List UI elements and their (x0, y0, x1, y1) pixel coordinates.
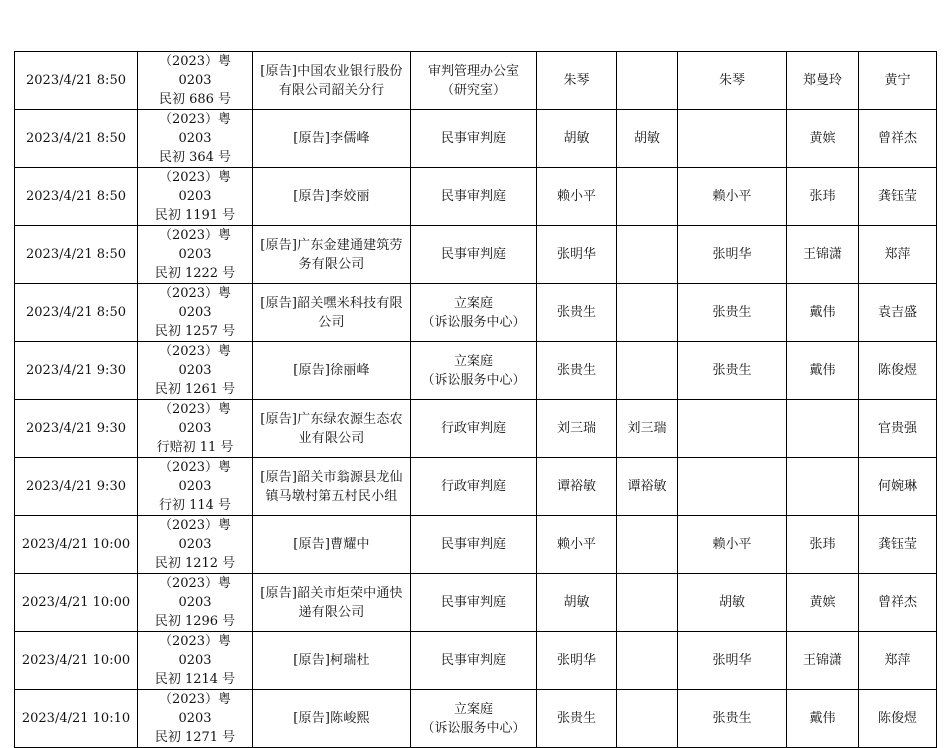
case-number-line: 民初 1214 号 (154, 672, 236, 687)
clerk-cell: 黄嫔 (787, 110, 859, 168)
party-cell: [原告]广东金建通建筑劳务有限公司 (253, 226, 411, 284)
handler-cell: 张明华 (537, 226, 617, 284)
judge-assistant-cell: 郑萍 (859, 632, 937, 690)
case-number-line: （2023）粤 0203 (158, 634, 232, 668)
department-cell (411, 574, 537, 632)
case-number-line: （2023）粤 0203 (158, 228, 232, 262)
table-row (15, 168, 937, 226)
lead-judge-cell: 张贵生 (678, 342, 787, 400)
party-cell: [原告]柯瑞杜 (253, 632, 411, 690)
hearing-time-cell: 2023/4/21 10:00 (15, 516, 138, 574)
department-cell (411, 632, 537, 690)
case-number-line: （2023）粤 0203 (158, 286, 232, 320)
department-cell (411, 110, 537, 168)
clerk-cell: 戴伟 (787, 284, 859, 342)
table-body (15, 52, 937, 748)
department-cell (411, 342, 537, 400)
handler-cell: 胡敏 (537, 110, 617, 168)
department-cell (411, 516, 537, 574)
hearing-time-cell: 2023/4/21 10:00 (15, 574, 138, 632)
handler-cell: 张明华 (537, 632, 617, 690)
case-number-line: 民初 1222 号 (154, 266, 236, 281)
department-line: （研究室） (440, 82, 506, 98)
department-line: （诉讼服务中心） (421, 314, 526, 330)
handler-cell: 赖小平 (537, 516, 617, 574)
case-number-cell (138, 342, 253, 400)
presiding-judge-cell (617, 574, 678, 632)
hearing-time-cell: 2023/4/21 8:50 (15, 110, 138, 168)
table-row (15, 400, 937, 458)
party-cell: [原告]韶关市翁源县龙仙镇马墩村第五村民小组 (253, 458, 411, 516)
presiding-judge-cell (617, 226, 678, 284)
case-number-cell (138, 52, 253, 110)
department-line: 民事审判庭 (440, 131, 506, 146)
presiding-judge-cell (617, 516, 678, 574)
department-line: （诉讼服务中心） (421, 372, 526, 388)
judge-assistant-cell: 何婉琳 (859, 458, 937, 516)
clerk-cell (787, 458, 859, 516)
lead-judge-cell (678, 110, 787, 168)
clerk-cell: 张玮 (787, 168, 859, 226)
department-line: 民事审判庭 (440, 247, 506, 262)
handler-cell: 张贵生 (537, 284, 617, 342)
case-number-line: （2023）粤 0203 (158, 576, 232, 610)
lead-judge-cell: 张明华 (678, 632, 787, 690)
handler-cell: 刘三瑞 (537, 400, 617, 458)
department-cell (411, 52, 537, 110)
party-cell: [原告]中国农业银行股份有限公司韶关分行 (253, 52, 411, 110)
clerk-cell: 王锦潇 (787, 226, 859, 284)
judge-assistant-cell: 龚钰莹 (859, 516, 937, 574)
case-number-cell (138, 574, 253, 632)
lead-judge-cell: 张贵生 (678, 284, 787, 342)
handler-cell: 胡敏 (537, 574, 617, 632)
case-number-line: （2023）粤 0203 (158, 54, 232, 88)
department-line: （诉讼服务中心） (421, 720, 526, 736)
party-cell: [原告]李儒峰 (253, 110, 411, 168)
table-row (15, 226, 937, 284)
case-number-cell (138, 284, 253, 342)
lead-judge-cell: 朱琴 (678, 52, 787, 110)
presiding-judge-cell: 胡敏 (617, 110, 678, 168)
hearing-time-cell: 2023/4/21 8:50 (15, 52, 138, 110)
case-number-line: 民初 1212 号 (154, 556, 236, 571)
table-row (15, 632, 937, 690)
table-row (15, 690, 937, 748)
table-row (15, 342, 937, 400)
case-number-line: （2023）粤 0203 (158, 112, 232, 146)
presiding-judge-cell (617, 632, 678, 690)
hearing-time-cell: 2023/4/21 9:30 (15, 400, 138, 458)
case-number-cell (138, 690, 253, 748)
case-number-line: 民初 1271 号 (154, 730, 236, 745)
presiding-judge-cell: 刘三瑞 (617, 400, 678, 458)
presiding-judge-cell: 谭裕敏 (617, 458, 678, 516)
party-cell: [原告]韶关市炬荣中通快递有限公司 (253, 574, 411, 632)
party-cell: [原告]李姣丽 (253, 168, 411, 226)
department-line: 民事审判庭 (440, 537, 506, 552)
clerk-cell (787, 400, 859, 458)
hearing-time-cell: 2023/4/21 9:30 (15, 458, 138, 516)
party-cell: [原告]陈峻熙 (253, 690, 411, 748)
case-number-line: 民初 686 号 (158, 92, 232, 107)
judge-assistant-cell: 袁吉盛 (859, 284, 937, 342)
lead-judge-cell: 张贵生 (678, 690, 787, 748)
handler-cell: 张贵生 (537, 690, 617, 748)
presiding-judge-cell (617, 342, 678, 400)
presiding-judge-cell (617, 52, 678, 110)
department-line: 立案庭 (453, 353, 493, 369)
handler-cell: 朱琴 (537, 52, 617, 110)
lead-judge-cell: 赖小平 (678, 516, 787, 574)
department-cell (411, 226, 537, 284)
case-number-line: 民初 1261 号 (154, 382, 236, 397)
case-number-line: （2023）粤 0203 (158, 692, 232, 726)
handler-cell: 谭裕敏 (537, 458, 617, 516)
table-row (15, 284, 937, 342)
lead-judge-cell (678, 458, 787, 516)
department-line: 审判管理办公室 (427, 63, 519, 79)
party-cell: [原告]韶关嘿米科技有限公司 (253, 284, 411, 342)
department-cell (411, 400, 537, 458)
case-number-cell (138, 400, 253, 458)
case-number-cell (138, 516, 253, 574)
clerk-cell: 戴伟 (787, 690, 859, 748)
handler-cell: 张贵生 (537, 342, 617, 400)
hearing-time-cell: 2023/4/21 10:00 (15, 632, 138, 690)
case-number-cell (138, 226, 253, 284)
hearing-schedule-table (14, 51, 937, 748)
judge-assistant-cell: 官贵强 (859, 400, 937, 458)
clerk-cell: 张玮 (787, 516, 859, 574)
presiding-judge-cell (617, 168, 678, 226)
department-cell (411, 168, 537, 226)
table-row (15, 458, 937, 516)
department-line: 立案庭 (453, 295, 493, 311)
clerk-cell: 郑曼玲 (787, 52, 859, 110)
presiding-judge-cell (617, 690, 678, 748)
table-row (15, 516, 937, 574)
case-number-cell (138, 458, 253, 516)
case-number-cell (138, 632, 253, 690)
hearing-time-cell: 2023/4/21 9:30 (15, 342, 138, 400)
handler-cell: 赖小平 (537, 168, 617, 226)
hearing-time-cell: 2023/4/21 8:50 (15, 284, 138, 342)
case-number-cell (138, 168, 253, 226)
case-number-line: 民初 1257 号 (154, 324, 236, 339)
hearing-time-cell: 2023/4/21 8:50 (15, 226, 138, 284)
judge-assistant-cell: 陈俊煜 (859, 342, 937, 400)
department-line: 民事审判庭 (440, 595, 506, 610)
judge-assistant-cell: 黄宁 (859, 52, 937, 110)
table-row (15, 574, 937, 632)
case-number-line: （2023）粤 0203 (158, 170, 232, 204)
department-line: 民事审判庭 (440, 653, 506, 668)
clerk-cell: 戴伟 (787, 342, 859, 400)
case-number-line: 民初 1296 号 (154, 614, 236, 629)
clerk-cell: 黄嫔 (787, 574, 859, 632)
case-number-line: （2023）粤 0203 (158, 402, 232, 436)
case-number-line: （2023）粤 0203 (158, 518, 232, 552)
judge-assistant-cell: 龚钰莹 (859, 168, 937, 226)
department-cell (411, 690, 537, 748)
case-number-line: 行初 114 号 (158, 498, 232, 513)
table-row (15, 52, 937, 110)
case-number-cell (138, 110, 253, 168)
judge-assistant-cell: 郑萍 (859, 226, 937, 284)
hearing-time-cell: 2023/4/21 8:50 (15, 168, 138, 226)
party-cell: [原告]徐丽峰 (253, 342, 411, 400)
case-number-line: （2023）粤 0203 (158, 344, 232, 378)
party-cell: [原告]曹耀中 (253, 516, 411, 574)
party-cell: [原告]广东绿农源生态农业有限公司 (253, 400, 411, 458)
presiding-judge-cell (617, 284, 678, 342)
judge-assistant-cell: 曾祥杰 (859, 574, 937, 632)
department-line: 民事审判庭 (440, 189, 506, 204)
department-line: 行政审判庭 (440, 479, 506, 494)
judge-assistant-cell: 陈俊煜 (859, 690, 937, 748)
case-number-line: 民初 364 号 (158, 150, 232, 165)
lead-judge-cell: 张明华 (678, 226, 787, 284)
lead-judge-cell: 胡敏 (678, 574, 787, 632)
table-row (15, 110, 937, 168)
department-line: 立案庭 (453, 701, 493, 717)
judge-assistant-cell: 曾祥杰 (859, 110, 937, 168)
clerk-cell: 王锦潇 (787, 632, 859, 690)
hearing-time-cell: 2023/4/21 10:10 (15, 690, 138, 748)
lead-judge-cell: 赖小平 (678, 168, 787, 226)
case-number-line: 民初 1191 号 (154, 208, 236, 223)
case-number-line: 行赔初 11 号 (156, 440, 234, 455)
department-cell (411, 284, 537, 342)
department-cell (411, 458, 537, 516)
lead-judge-cell (678, 400, 787, 458)
case-number-line: （2023）粤 0203 (158, 460, 232, 494)
department-line: 行政审判庭 (440, 421, 506, 436)
